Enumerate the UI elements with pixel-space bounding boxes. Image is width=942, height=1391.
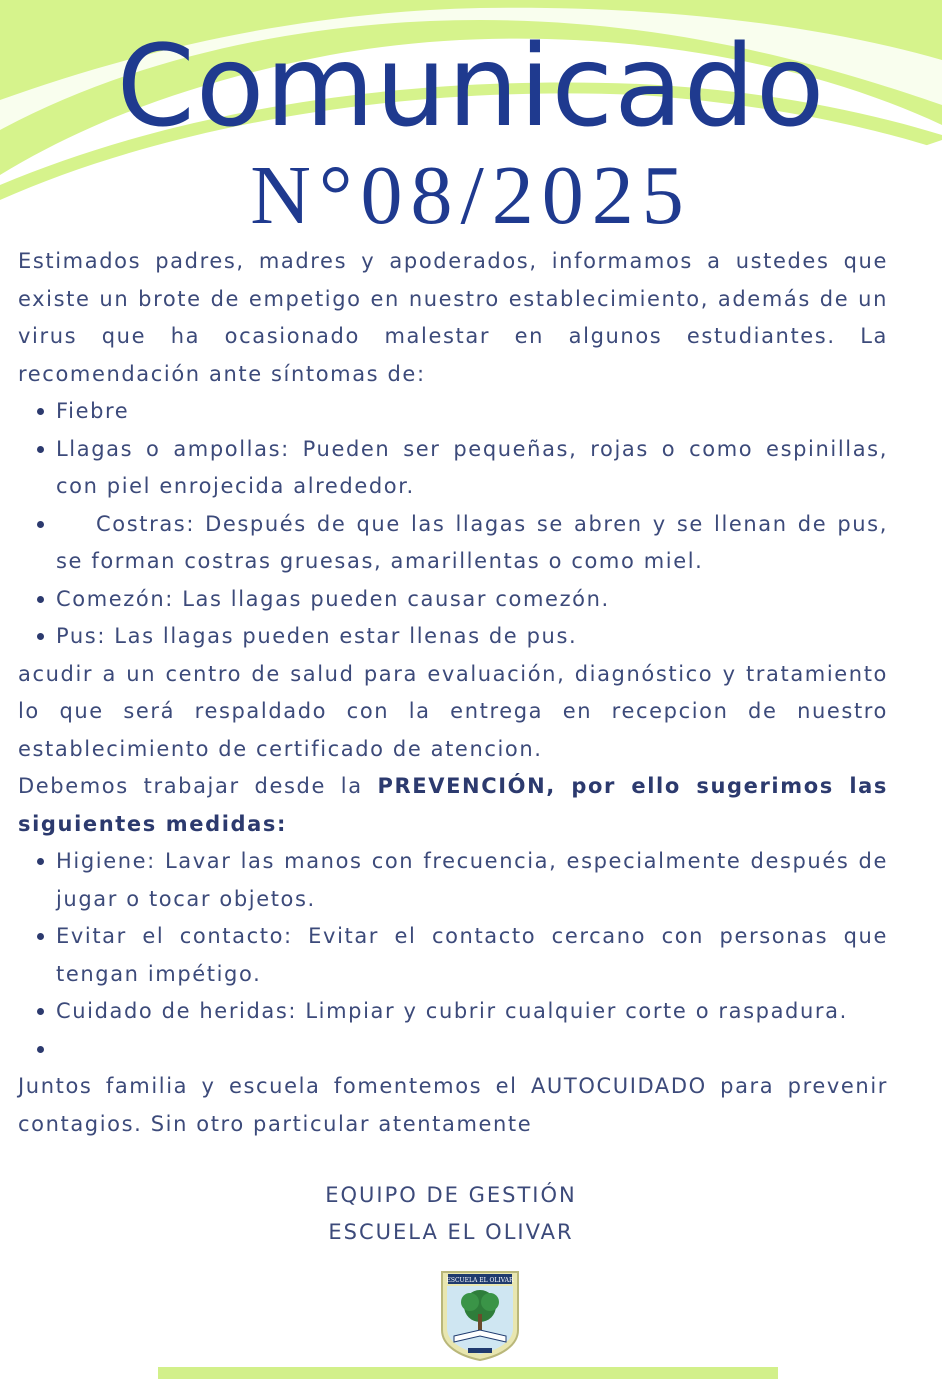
document-title: Comunicado [116, 22, 826, 152]
letter-body [18, 243, 888, 1143]
list-item-text: Costras: Después de que las llagas se abren y se llenan de pus, se forman costras gruesas, amarillentas o como miel. [56, 511, 888, 573]
list-item: Fiebre [56, 393, 888, 431]
list-item: Llagas o ampollas: Pueden ser pequeñas, rojas o como espinillas, con piel enrojecida alrededor. [56, 431, 888, 506]
advice-paragraph: acudir a un centro de salud para evaluación, diagnóstico y tratamiento lo que será respaldado con la entrega en recepcion de nuestro establecimiento de certificado de atencion. [18, 661, 888, 761]
list-item: Pus: Las llagas pueden estar llenas de pus. [56, 618, 888, 656]
measures-list [18, 843, 888, 1068]
signature-school: ESCUELA EL OLIVAR [328, 1220, 574, 1244]
document-number: N°08/2025 [250, 149, 692, 242]
bottom-accent-bar [158, 1367, 778, 1379]
school-crest-logo [440, 1270, 520, 1362]
intro-paragraph: Estimados padres, madres y apoderados, informamos a ustedes que existe un brote de empetigo en nuestro establecimiento, además de un virus que ha ocasionado malestar en algunos estudiantes. La recomendación ante síntomas de: [18, 249, 888, 386]
prevention-emphasis: PREVENCIÓN, por ello sugerimos las siguientes medidas: [18, 774, 888, 836]
list-item [56, 506, 888, 581]
list-item: Evitar el contacto: Evitar el contacto cercano con personas que tengan impétigo. [56, 918, 888, 993]
prevention-paragraph [18, 768, 888, 843]
list-item: Cuidado de heridas: Limpiar y cubrir cualquier corte o raspadura. [56, 993, 888, 1031]
signature-team: EQUIPO DE GESTIÓN [325, 1183, 577, 1207]
list-item: Higiene: Lavar las manos con frecuencia, especialmente después de jugar o tocar objetos. [56, 843, 888, 918]
symptoms-list [18, 393, 888, 656]
list-item: Comezón: Las llagas pueden causar comezón. [56, 581, 888, 619]
logo-school-name: ESCUELA EL OLIVAR [446, 1277, 514, 1284]
closing-paragraph: Juntos familia y escuela fomentemos el AUTOCUIDADO para prevenir contagios. Sin otro particular atentamente [18, 1074, 888, 1136]
prevention-prefix: Debemos trabajar desde la [18, 774, 378, 798]
list-item [56, 1031, 888, 1069]
